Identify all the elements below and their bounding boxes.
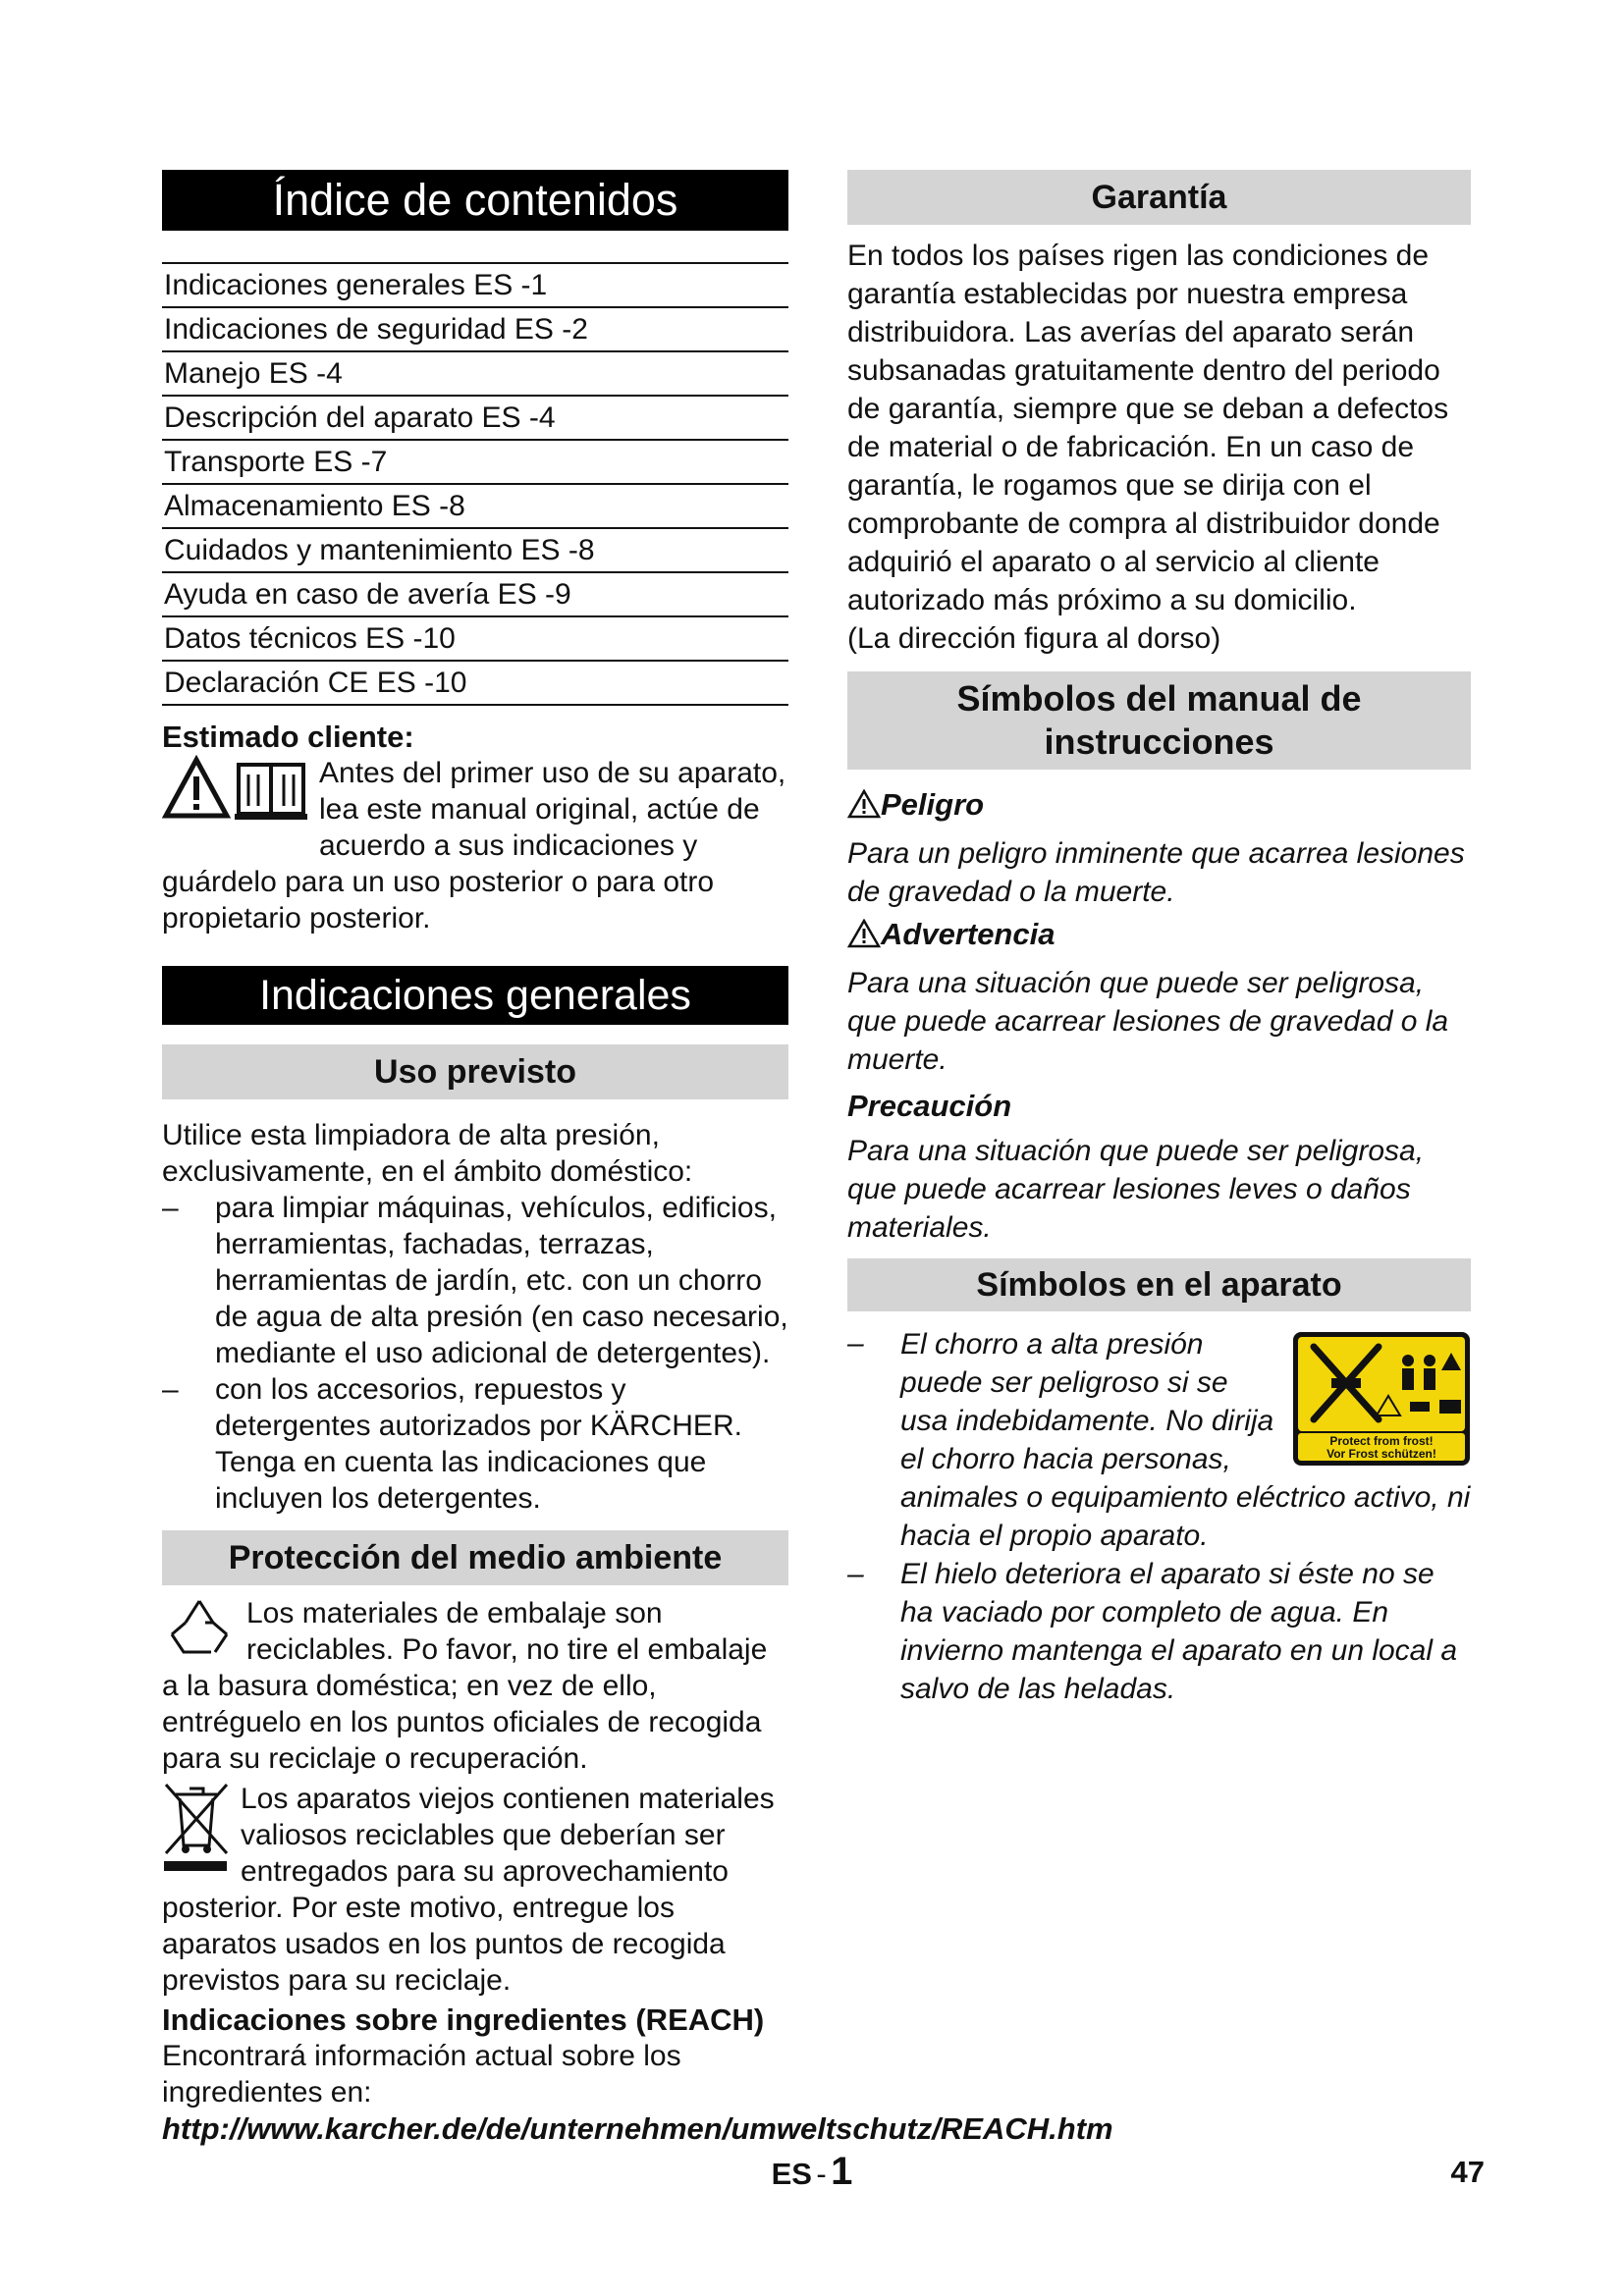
device-item-2: El hielo deteriora el aparato si éste no se ha vaciado por completo de agua. En invierno mantenga el aparato en un local a salvo de las heladas. [900, 1558, 1458, 1705]
right-column [847, 170, 1471, 1708]
section-warranty: Garantía [847, 170, 1471, 225]
section-intended-use: Uso previsto [162, 1044, 788, 1099]
toc-item[interactable]: Descripción del aparato ES -4 [162, 397, 788, 441]
warning-manual-icon [162, 755, 309, 832]
footer-lang: ES [771, 2157, 812, 2191]
reach-text: Encontrará información actual sobre los ingredientes en: [162, 2040, 681, 2109]
toc-item[interactable]: Transporte ES -7 [162, 441, 788, 485]
page-number: 47 [1450, 2155, 1485, 2189]
danger-label: Peligro [881, 787, 985, 822]
warranty-text: En todos los países rigen las condiciones de garantía establecidas por nuestra empresa distribuidora. Las averías del aparato serán subsanadas gratuitamente dentro del periodo de garantía, siempre que se deban a defectos de material o de fabricación. En un caso de garantía, le rogamos que se dirija con el comprobante de compra al distribuidor donde adquirió el aparato o al servicio al cliente autorizado más próximo a su domicilio. [847, 240, 1449, 616]
env-block-1 [162, 1595, 788, 1777]
toc-item[interactable]: Indicaciones de seguridad ES -2 [162, 308, 788, 352]
caution-heading: Precaución [847, 1089, 1012, 1123]
list-item: – con los accesorios, repuestos y detergentes autorizados por KÄRCHER. Tenga en cuenta las indicaciones que incluyen los detergentes. [162, 1373, 742, 1515]
section-manual-symbols: Símbolos del manual de instrucciones [847, 671, 1471, 770]
toc-title: Índice de contenidos [162, 170, 788, 231]
toc-item[interactable]: Cuidados y mantenimiento ES -8 [162, 529, 788, 573]
danger-text: Para un peligro inminente que acarrea lesiones de gravedad o la muerte. [847, 837, 1465, 908]
warning-triangle-icon [847, 789, 881, 827]
customer-text: Antes del primer uso de su aparato, lea este manual original, actúe de acuerdo a sus indicaciones y guárdelo para un uso posterior o para otro propietario posterior. [162, 757, 786, 934]
toc-item[interactable]: Declaración CE ES -10 [162, 662, 788, 706]
section-general: Indicaciones generales [162, 966, 788, 1025]
toc-item[interactable]: Datos técnicos ES -10 [162, 617, 788, 662]
list-item: – El chorro a alta presión puede ser peligroso si se usa indebidamente. No dirija el chorro hacia personas, animales o equipamiento eléctrico activo, ni hacia el propio aparato. [847, 1327, 1471, 1552]
customer-block [162, 755, 788, 936]
warning-label: Advertencia [881, 917, 1056, 951]
env-block-2 [162, 1781, 788, 1999]
customer-heading: Estimado cliente: [162, 720, 414, 754]
page-footer [0, 2150, 1624, 2194]
footer-sep: - [816, 2157, 827, 2191]
use-item-2: con los accesorios, repuestos y detergentes autorizados por KÄRCHER. Tenga en cuenta las indicaciones que incluyen los detergentes. [215, 1373, 742, 1515]
device-symbols-list [847, 1325, 1471, 1708]
list-item: – para limpiar máquinas, vehículos, edificios, herramientas, fachadas, terrazas, herramientas de jardín, etc. con un chorro de agua de alta presión (en caso necesario, mediante el uso adicional de detergentes). [162, 1192, 788, 1369]
warning-triangle-icon [847, 919, 881, 956]
use-intro: Utilice esta limpiadora de alta presión, exclusivamente, en el ámbito doméstico: [162, 1119, 693, 1188]
recycle-icon [162, 1595, 237, 1667]
use-item-1: para limpiar máquinas, vehículos, edificios, herramientas, fachadas, terrazas, herramientas de jardín, etc. con un chorro de agua de alta presión (en caso necesario, mediante el uso adicional de detergentes). [215, 1192, 788, 1369]
toc-item[interactable]: Manejo ES -4 [162, 352, 788, 397]
warning-heading [847, 917, 1471, 956]
toc-item[interactable]: Ayuda en caso de avería ES -9 [162, 573, 788, 617]
device-item-1: El chorro a alta presión puede ser peligroso si se usa indebidamente. No dirija el chorro hacia personas, animales o equipamiento eléctrico activo, ni hacia el propio aparato. [900, 1328, 1471, 1552]
warranty-note: (La dirección figura al dorso) [847, 622, 1221, 655]
reach-heading: Indicaciones sobre ingredientes (REACH) [162, 2002, 765, 2037]
danger-heading [847, 787, 1471, 827]
env-text-1: Los materiales de embalaje son reciclables. Po favor, no tire el embalaje a la basura doméstica; en vez de ello, entréguelo en los puntos oficiales de recogida para su reciclaje o recuperación. [162, 1597, 768, 1775]
table-of-contents [162, 262, 788, 706]
toc-item[interactable]: Indicaciones generales ES -1 [162, 264, 788, 308]
section-environment: Protección del medio ambiente [162, 1530, 788, 1585]
list-item: – El hielo deteriora el aparato si éste no se ha vaciado por completo de agua. En invierno mantenga el aparato en un local a salvo de las heladas. [847, 1558, 1458, 1705]
env-text-2: Los aparatos viejos contienen materiales valiosos reciclables que deberían ser entregados para su aprovechamiento posterior. Por este motivo, entregue los aparatos usados en los puntos de recogida previstos para su reciclaje. [162, 1783, 775, 1997]
footer-local-page: 1 [831, 2150, 853, 2193]
toc-item[interactable]: Almacenamiento ES -8 [162, 485, 788, 529]
reach-link[interactable]: http://www.karcher.de/de/unternehmen/umweltschutz/REACH.htm [162, 2111, 1113, 2146]
caution-text: Para una situación que puede ser peligrosa, que puede acarrear lesiones leves o daños materiales. [847, 1135, 1425, 1244]
label-line-2: Vor Frost schützen! [1326, 1447, 1436, 1461]
warning-text: Para una situación que puede ser peligrosa, que puede acarrear lesiones de gravedad o la muerte. [847, 967, 1449, 1076]
crossed-bin-icon [162, 1781, 231, 1884]
label-line-1: Protect from frost! [1329, 1434, 1434, 1448]
section-device-symbols: Símbolos en el aparato [847, 1258, 1471, 1311]
